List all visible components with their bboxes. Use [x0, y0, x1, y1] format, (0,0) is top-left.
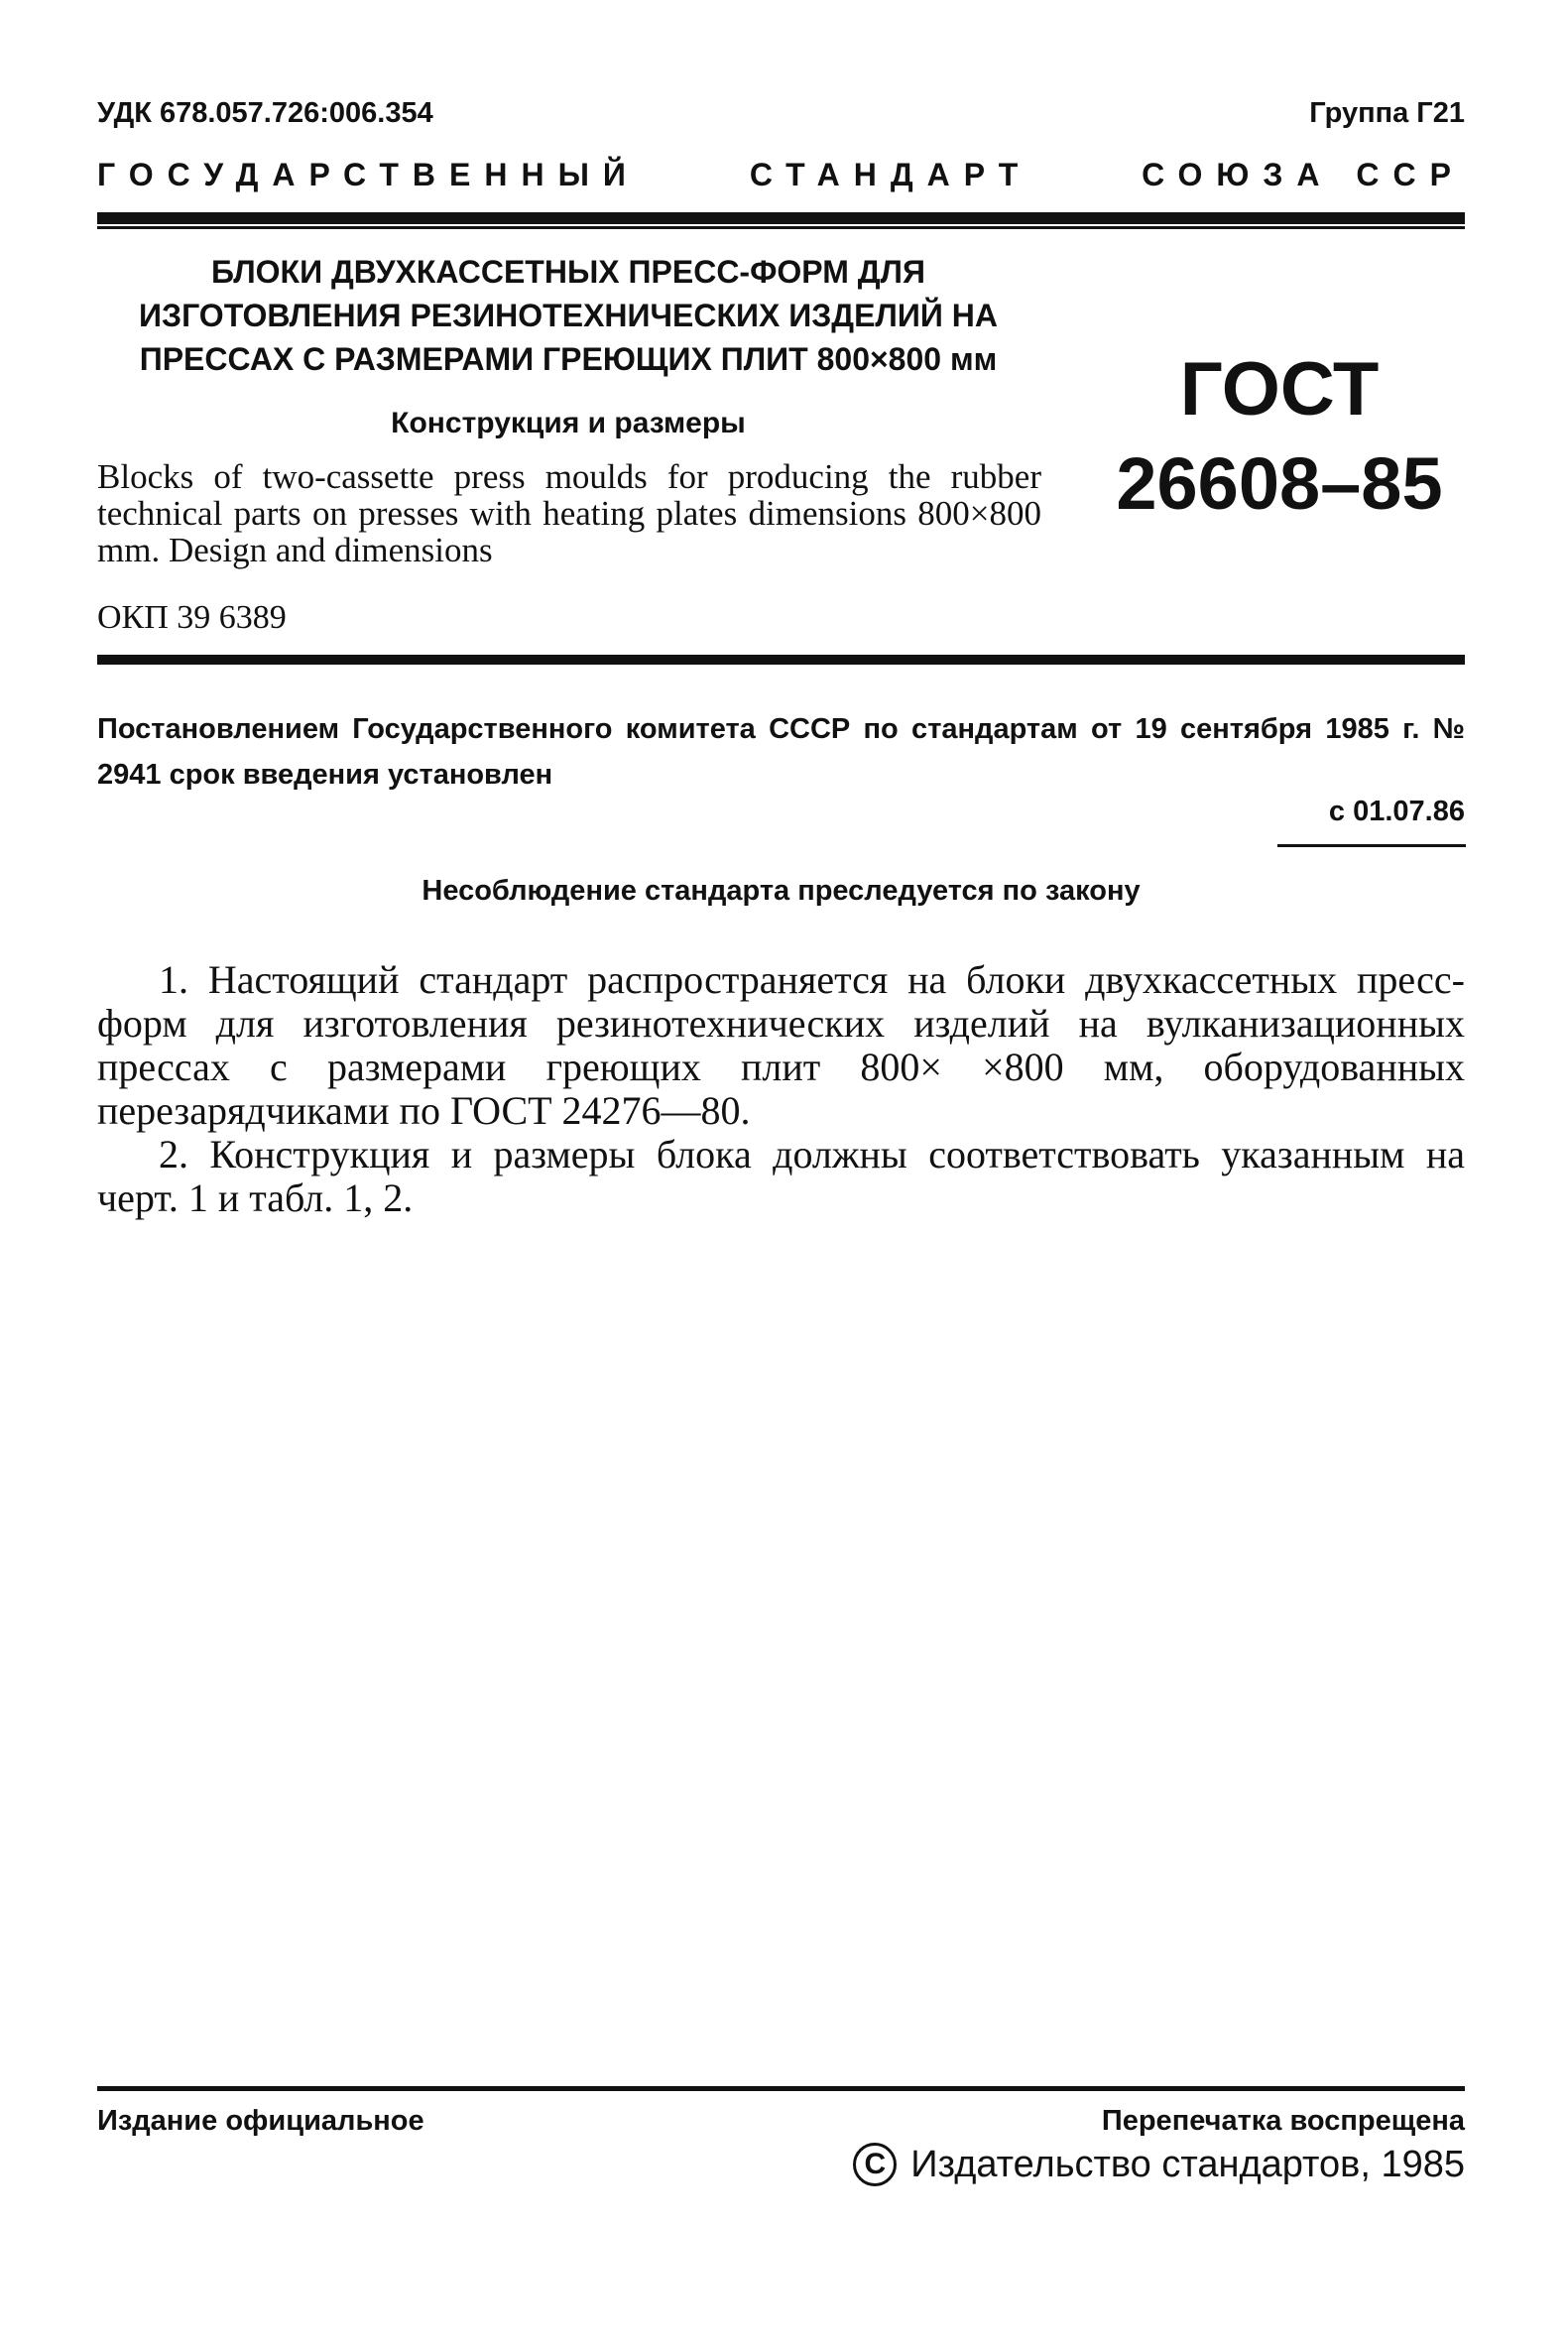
middle-rule — [97, 655, 1465, 665]
gost-number: 26608–85 — [1116, 442, 1443, 525]
banner-word-3: СОЮЗА ССР — [1142, 157, 1465, 192]
effective-date: с 01.07.86 — [1328, 796, 1465, 827]
top-rule-thin — [97, 226, 1465, 229]
publisher-name: Издательство стандартов, 1985 — [910, 2143, 1465, 2185]
copyright-icon: C — [853, 2143, 897, 2186]
decree-text: Постановлением Государственного комитета СССР по стандартам от 19 сентября 1985 г. № 2941 срок введения установлен — [97, 713, 1465, 791]
paragraph-1: 1. Настоящий стандарт распространяется на блоки двухкассетных пресс-форм для изготовления резинотехнических изделий на вулканизационных прессах с размерами греющих плит 800× ×800 мм, оборудованных перезарядчиками по ГОСТ 24276—80. — [97, 957, 1465, 1133]
paragraph-2: 2. Конструкция и размеры блока должны соответствовать указанным на черт. 1 и табл. 1, 2. — [97, 1132, 1465, 1220]
standard-title-ru: БЛОКИ ДВУХКАССЕТНЫХ ПРЕСС-ФОРМ ДЛЯ ИЗГОТОВЛЕНИЯ РЕЗИНОТЕХНИЧЕСКИХ ИЗДЕЛИЙ НА ПРЕССАХ С РАЗМЕРАМИ ГРЕЮЩИХ ПЛИТ 800×800 мм — [139, 254, 998, 377]
okp-code: ОКП 39 6389 — [97, 599, 287, 636]
udk-code: УДК 678.057.726:006.354 — [97, 97, 433, 129]
legal-warning: Несоблюдение стандарта преследуется по закону — [422, 875, 1141, 907]
bottom-rule — [97, 2086, 1465, 2091]
reprint-notice: Перепечатка воспрещена — [1101, 2105, 1465, 2137]
state-standard-banner — [97, 157, 1465, 193]
top-rule — [97, 212, 1465, 224]
standard-subtitle: Конструкция и размеры — [391, 407, 746, 439]
group-code: Группа Г21 — [1309, 97, 1465, 129]
banner-word-2: СТАНДАРТ — [749, 157, 1032, 192]
gost-label: ГОСТ — [1179, 347, 1380, 432]
body-text — [97, 958, 1465, 1220]
publisher-line — [853, 2143, 1465, 2186]
banner-word-1: ГОСУДАРСТВЕННЫЙ — [97, 157, 640, 192]
date-underline — [1277, 844, 1466, 847]
standard-title-en: Blocks of two-cassette press moulds for producing the rubber technical parts on presses with heating plates dimensions 800×800 mm. Design and dimensions — [97, 457, 1041, 569]
official-edition: Издание официальное — [97, 2105, 424, 2137]
